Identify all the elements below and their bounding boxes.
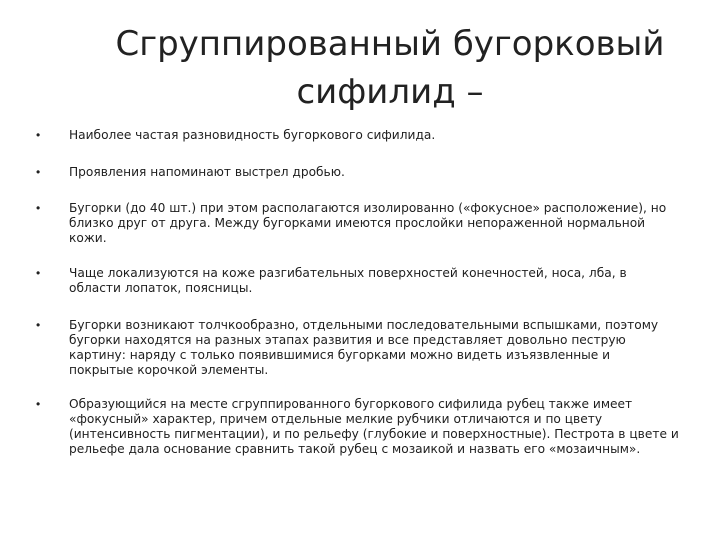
bullet-text: Наиболее частая разновидность бугоркового сифилида.: [69, 128, 436, 142]
slide-title-line-2: сифилид –: [296, 72, 484, 112]
bullet-dot-icon: •: [36, 318, 41, 332]
bullet-dot-icon: •: [36, 201, 41, 215]
bullet-text: Проявления напоминают выстрел дробью.: [69, 165, 345, 179]
bullet-text: Бугорки (до 40 шт.) при этом располагаются изолированно («фокусное» расположение), но близко друг от друга. Между бугорками имеются прослойки непораженной нормальной кожи.: [69, 201, 667, 245]
bullet-text: Бугорки возникают толчкообразно, отдельными последовательными вспышками, поэтому бугорки находятся на разных этапах развития и все представляет довольно пеструю картину: наряду с только появившимися бугорками можно видеть изъязвленные и покрытые корочкой элементы.: [69, 318, 659, 377]
bullet-dot-icon: •: [36, 165, 41, 179]
bullet-text: Чаще локализуются на коже разгибательных поверхностей конечностей, носа, лба, в области лопаток, поясницы.: [69, 266, 627, 295]
slide-title-line-1: Сгруппированный бугорковый: [115, 24, 665, 64]
bullet-dot-icon: •: [36, 266, 41, 280]
bullet-dot-icon: •: [36, 128, 41, 142]
bullet-dot-icon: •: [36, 397, 41, 411]
bullet-text: Образующийся на месте сгруппированного бугоркового сифилида рубец также имеет «фокусный» характер, причем отдельные мелкие рубчики отличаются и по цвету (интенсивность пигментации), и по рельефу (глубокие и поверхностные). Пестрота в цвете и рельефе дала основание сравнить такой рубец с мозаикой и назвать его «мозаичным».: [69, 397, 679, 456]
